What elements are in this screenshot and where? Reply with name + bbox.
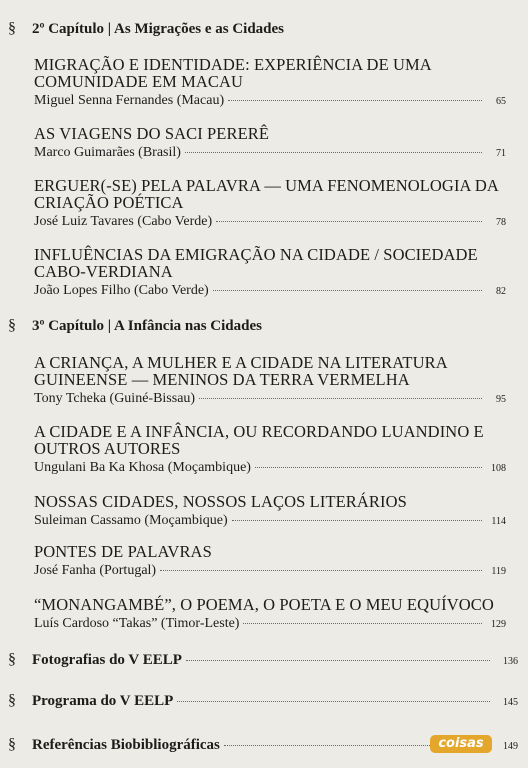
section-title: Referências Biobibliográficas xyxy=(32,737,220,753)
toc-entry[interactable] xyxy=(34,543,506,579)
entry-page: 119 xyxy=(491,566,506,577)
section-heading xyxy=(8,20,518,38)
dot-leader xyxy=(228,100,482,101)
section-mark: § xyxy=(8,692,16,709)
entry-page: 78 xyxy=(496,217,506,228)
dot-leader xyxy=(232,520,482,521)
section-mark: § xyxy=(8,317,16,334)
entry-author-line xyxy=(34,214,506,230)
section-page: 136 xyxy=(503,656,518,667)
section-title: 3º Capítulo | A Infância nas Cidades xyxy=(32,318,262,334)
toc-entry[interactable] xyxy=(34,177,506,230)
section-heading[interactable] xyxy=(8,692,518,710)
dot-leader xyxy=(177,701,490,702)
section-title: Programa do V EELP xyxy=(32,693,174,709)
entry-page: 95 xyxy=(496,394,506,405)
section-mark: § xyxy=(8,651,16,668)
toc-entry[interactable] xyxy=(34,423,506,476)
section-mark: § xyxy=(8,736,16,753)
dot-leader xyxy=(160,570,482,571)
section-heading xyxy=(8,317,518,335)
entry-author: Marco Guimarães (Brasil) xyxy=(34,145,181,160)
entry-page: 129 xyxy=(491,619,506,630)
entry-author: Tony Tcheka (Guiné-Bissau) xyxy=(34,391,196,406)
entry-author-line xyxy=(34,513,506,529)
dot-leader xyxy=(243,623,482,624)
entry-author: Ungulani Ba Ka Khosa (Moçambique) xyxy=(34,460,251,475)
entry-title: PONTES DE PALAVRAS xyxy=(34,542,212,561)
section-page: 149 xyxy=(503,741,518,752)
toc-entry[interactable] xyxy=(34,596,506,632)
entry-title: MIGRAÇÃO E IDENTIDADE: EXPERIÊNCIA DE UMA COMUNIDADE EM MACAU xyxy=(34,55,431,91)
dot-leader xyxy=(186,660,490,661)
toc-entry[interactable] xyxy=(34,493,506,529)
toc-entry[interactable] xyxy=(34,246,506,299)
dot-leader xyxy=(216,221,482,222)
entry-author: Luís Cardoso “Takas” (Timor-Leste) xyxy=(34,616,240,631)
dot-leader xyxy=(255,467,482,468)
toc-entry[interactable] xyxy=(34,56,506,109)
dot-leader xyxy=(213,290,482,291)
section-page: 145 xyxy=(503,697,518,708)
entry-author: José Luiz Tavares (Cabo Verde) xyxy=(34,214,213,229)
entry-page: 108 xyxy=(491,463,506,474)
entry-title: AS VIAGENS DO SACI PERERÊ xyxy=(34,124,270,143)
entry-author-line xyxy=(34,616,506,632)
entry-author: Suleiman Cassamo (Moçambique) xyxy=(34,513,228,528)
entry-author-line xyxy=(34,145,506,161)
watermark-logo: coisas xyxy=(430,735,492,753)
entry-author: Miguel Senna Fernandes (Macau) xyxy=(34,93,225,108)
entry-title: NOSSAS CIDADES, NOSSOS LAÇOS LITERÁRIOS xyxy=(34,492,407,511)
entry-title: A CIDADE E A INFÂNCIA, OU RECORDANDO LUANDINO E OUTROS AUTORES xyxy=(34,422,484,458)
section-heading[interactable] xyxy=(8,651,518,669)
entry-author-line xyxy=(34,93,506,109)
entry-page: 65 xyxy=(496,96,506,107)
entry-author-line xyxy=(34,460,506,476)
entry-author-line xyxy=(34,391,506,407)
entry-title: ERGUER(-SE) PELA PALAVRA — UMA FENOMENOLOGIA DA CRIAÇÃO POÉTICA xyxy=(34,176,498,212)
entry-page: 82 xyxy=(496,286,506,297)
toc-entry[interactable] xyxy=(34,125,506,161)
section-title: 2º Capítulo | As Migrações e as Cidades xyxy=(32,21,285,37)
entry-title: INFLUÊNCIAS DA EMIGRAÇÃO NA CIDADE / SOCIEDADE CABO-VERDIANA xyxy=(34,245,478,281)
entry-author-line xyxy=(34,563,506,579)
dot-leader xyxy=(185,152,482,153)
entry-author-line xyxy=(34,283,506,299)
toc-entry[interactable] xyxy=(34,354,506,407)
dot-leader xyxy=(199,398,482,399)
entry-author: José Fanha (Portugal) xyxy=(34,563,157,578)
entry-page: 114 xyxy=(491,516,506,527)
section-mark: § xyxy=(8,20,16,37)
entry-title: A CRIANÇA, A MULHER E A CIDADE NA LITERATURA GUINEENSE — MENINOS DA TERRA VERMELHA xyxy=(34,353,447,389)
section-title: Fotografias do V EELP xyxy=(32,652,182,668)
entry-page: 71 xyxy=(496,148,506,159)
entry-title: “MONANGAMBÉ”, O POEMA, O POETA E O MEU EQUÍVOCO xyxy=(34,595,494,614)
entry-author: João Lopes Filho (Cabo Verde) xyxy=(34,283,209,298)
